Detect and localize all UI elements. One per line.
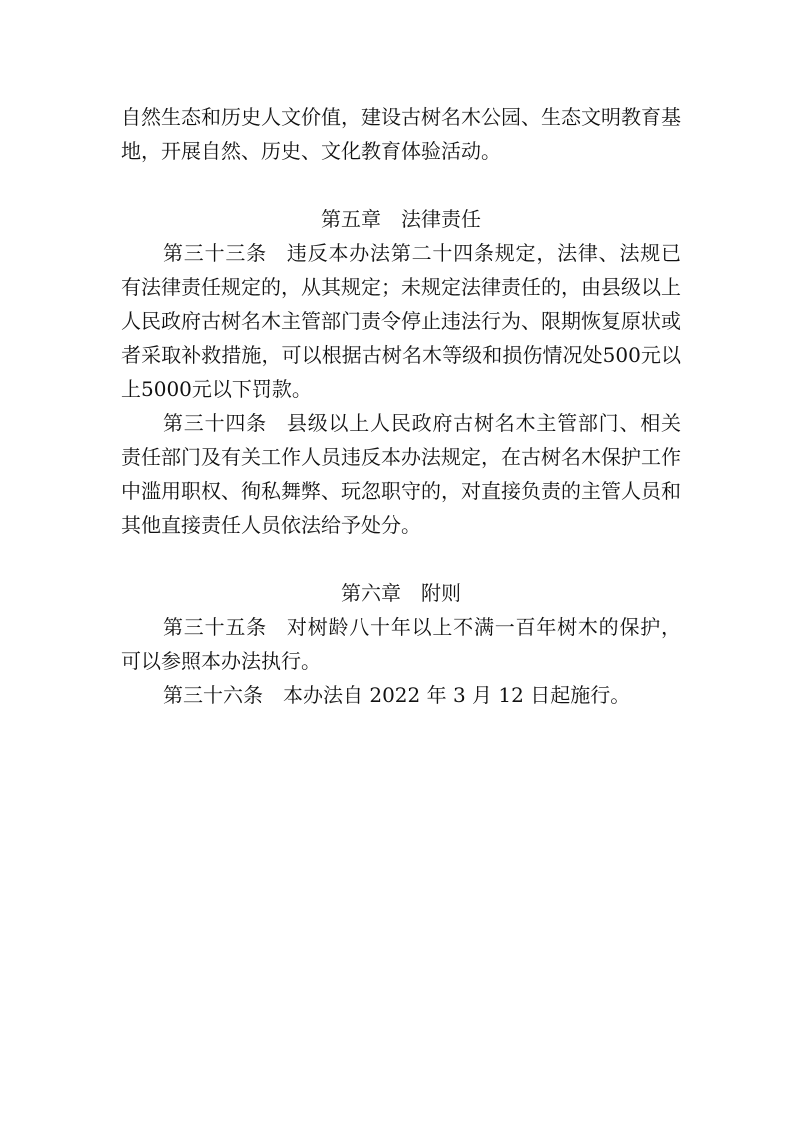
article-33 bbox=[121, 236, 681, 406]
chapter-six-title: 附则 bbox=[421, 581, 461, 605]
chapter-five-heading bbox=[121, 202, 681, 236]
chapter-five-number: 第五章 bbox=[321, 207, 381, 231]
chapter-six-number: 第六章 bbox=[341, 581, 401, 605]
article-35 bbox=[121, 610, 681, 678]
article-33-number: 第三十三条 bbox=[163, 241, 267, 265]
article-36-number: 第三十六条 bbox=[163, 683, 263, 707]
chapter-six-heading bbox=[121, 576, 681, 610]
article-33-text: 违反本办法第二十四条规定，法律、法规已有法律责任规定的，从其规定；未规定法律责任的，由县级以上人民政府古树名木主管部门责令停止违法行为、限期恢复原状或者采取补救措施，可以根据古树名木等级和损伤情况处500元以上5000元以下罚款。 bbox=[121, 241, 682, 401]
article-35-number: 第三十五条 bbox=[163, 615, 267, 639]
document-page bbox=[121, 100, 681, 712]
article-34-text: 县级以上人民政府古树名木主管部门、相关责任部门及有关工作人员违反本办法规定，在古树名木保护工作中滥用职权、徇私舞弊、玩忽职守的，对直接负责的主管人员和其他直接责任人员依法给予处分。 bbox=[121, 411, 682, 537]
continuation-paragraph: 自然生态和历史人文价值，建设古树名木公园、生态文明教育基地，开展自然、历史、文化教育体验活动。 bbox=[121, 105, 681, 163]
article-35-text: 对树龄八十年以上不满一百年树木的保护，可以参照本办法执行。 bbox=[121, 615, 682, 673]
article-34-number: 第三十四条 bbox=[163, 411, 267, 435]
chapter-five-title: 法律责任 bbox=[401, 207, 481, 231]
article-36-text: 本办法自 2022 年 3 月 12 日起施行。 bbox=[283, 683, 631, 707]
article-36 bbox=[121, 678, 681, 712]
article-34 bbox=[121, 406, 681, 542]
